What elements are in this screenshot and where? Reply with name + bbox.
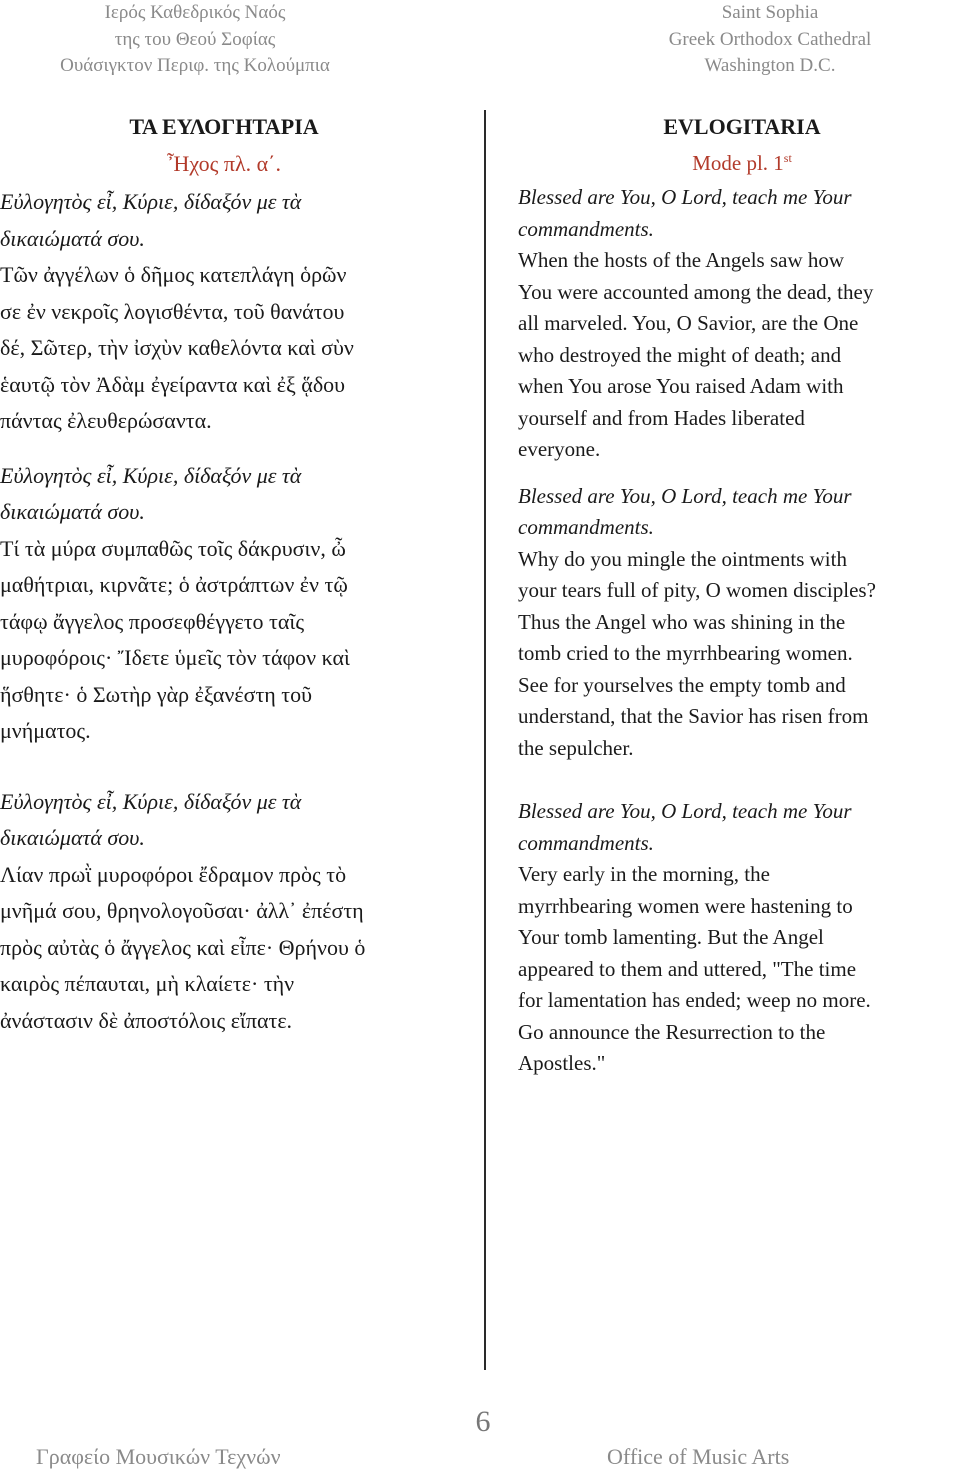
english-mode	[518, 144, 960, 182]
english-text-line: your tears full of pity, O women disciples?	[518, 578, 876, 602]
english-text-line: understand, that the Savior has risen from	[518, 704, 869, 728]
header-right-line-2: Greek Orthodox Cathedral	[668, 28, 872, 50]
header-left-line-1: Ιερός Καθεδρικός Ναός	[104, 2, 286, 23]
greek-refrain-line: Εὐλογητὸς εἶ, Κύριε, δίδαξόν με τὰ	[0, 462, 302, 488]
greek-refrain-line: δικαιώματά σου.	[0, 499, 145, 524]
english-text-line: yourself and from Hades liberated	[518, 405, 805, 430]
greek-refrain-line: Εὐλογητὸς εἶ, Κύριε, δίδαξόν με τὰ	[0, 189, 302, 214]
english-text-line: all marveled. You, O Savior, are the One	[518, 311, 859, 335]
greek-text-line: πρὸς αὐτὰς ὁ ἄγγελος καὶ εἶπε· Θρήνου ὁ	[0, 934, 366, 960]
greek-text-line: καιρὸς πέπαυται, μὴ κλαίετε· τὴν	[0, 971, 295, 996]
greek-text-line: μαθήτριαι, κιρνᾶτε; ὁ ἀστράπτων ἐν τῷ	[0, 572, 348, 597]
english-text-line: when You arose You raised Adam with	[518, 374, 844, 398]
greek-text-line: πάντας ἐλευθερώσαντα.	[0, 408, 212, 433]
greek-stanza-3	[0, 784, 470, 1040]
greek-text-line: ἑαυτῷ τὸν Ἀδὰμ ἐγείραντα καὶ ἐξ ᾅδου	[0, 371, 346, 397]
footer-left: Γραφείο Μουσικών Τεχνών	[36, 1444, 281, 1469]
english-stanza-3	[518, 796, 958, 1080]
greek-text-line: ἥσθητε· ὁ Σωτὴρ γὰρ ἐξανέστη τοῦ	[0, 681, 313, 707]
english-stanza-2	[518, 481, 958, 765]
greek-text-line: Λίαν πρωῒ μυροφόροι ἔδραμον πρὸς τὸ	[0, 861, 347, 887]
greek-text-line: σε ἐν νεκροῖς λογισθέντα, τοῦ θανάτου	[0, 298, 345, 324]
greek-text-line: μνῆμά σου, θρηνολογοῦσαι· ἀλλ᾽ ἐπέστη	[0, 898, 364, 923]
greek-text-line: μνήματος.	[0, 718, 91, 743]
greek-column	[0, 110, 470, 1039]
english-text-line: See for yourselves the empty tomb and	[518, 672, 846, 697]
header-left-line-3: Ουάσιγκτον Περιφ. της Κολούμπια	[60, 55, 330, 76]
english-text-line: Very early in the morning, the	[518, 862, 770, 886]
english-refrain-line: commandments.	[518, 515, 654, 539]
english-text-line: Why do you mingle the ointments with	[518, 546, 847, 571]
english-mode-text: Mode pl. 1	[692, 151, 784, 175]
greek-refrain-line: Εὐλογητὸς εἶ, Κύριε, δίδαξόν με τὰ	[0, 788, 302, 814]
greek-text-line: δέ, Σῶτερ, τὴν ἰσχὺν καθελόντα καὶ σὺν	[0, 335, 354, 360]
column-divider	[484, 110, 486, 1370]
greek-stanza-2	[0, 458, 470, 750]
greek-stanza-1	[0, 184, 470, 440]
header-right-line-3: Washington D.C.	[704, 55, 836, 76]
greek-text-line: ἀνάστασιν δὲ ἀποστόλοις εἴπατε.	[0, 1007, 293, 1033]
english-stanza-1	[518, 182, 958, 466]
header-left	[20, 0, 370, 80]
english-text-line: You were accounted among the dead, they	[518, 279, 874, 304]
english-title: EVLOGITARIA	[663, 114, 821, 139]
english-text-line: everyone.	[518, 437, 601, 461]
english-text-line: Your tomb lamenting. But the Angel	[518, 925, 824, 949]
english-text-line: for lamentation has ended; weep no more.	[518, 988, 871, 1012]
english-text-line: Apostles."	[518, 1051, 606, 1075]
english-refrain-line: commandments.	[518, 830, 654, 855]
greek-text-line: τάφῳ ἄγγελος προσεφθέγγετο ταῖς	[0, 608, 305, 634]
header-right	[590, 0, 950, 80]
header-right-line-1: Saint Sophia	[721, 2, 819, 23]
greek-refrain-line: δικαιώματά σου.	[0, 225, 145, 251]
english-refrain-line: Blessed are You, O Lord, teach me Your	[518, 799, 852, 823]
english-refrain-line: Blessed are You, O Lord, teach me Your	[518, 483, 852, 508]
english-refrain-line: Blessed are You, O Lord, teach me Your	[518, 185, 852, 209]
english-text-line: When the hosts of the Angels saw how	[518, 248, 845, 272]
greek-refrain-line: δικαιώματά σου.	[0, 825, 145, 850]
page-number: 6	[475, 1405, 491, 1438]
english-text-line: myrrhbearing women were hastening to	[518, 893, 853, 918]
english-text-line: Go announce the Resurrection to the	[518, 1019, 826, 1044]
english-text-line: who destroyed the might of death; and	[518, 342, 842, 367]
greek-text-line: Τί τὰ μύρα συμπαθῶς τοῖς δάκρυσιν, ὦ	[0, 535, 346, 561]
greek-text-line: Τῶν ἀγγέλων ὁ δῆμος κατεπλάγη ὁρῶν	[0, 262, 347, 287]
greek-text-line: μυροφόροις· Ἴδετε ὑμεῖς τὸν τάφον καὶ	[0, 645, 350, 670]
english-text-line: appeared to them and uttered, "The time	[518, 956, 857, 981]
english-refrain-line: commandments.	[518, 216, 654, 241]
english-text-line: the sepulcher.	[518, 735, 634, 760]
greek-mode: Ἦχος πλ. α΄.	[167, 151, 281, 176]
footer-right: Office of Music Arts	[607, 1444, 790, 1469]
english-mode-sup: st	[783, 151, 792, 165]
english-text-line: Thus the Angel who was shining in the	[518, 609, 846, 634]
english-column	[518, 110, 958, 1080]
header-left-line-2: της του Θεού Σοφίας	[114, 28, 276, 50]
greek-title: ΤΑ ΕΥΛΟΓΗΤΑΡΙΑ	[129, 114, 319, 139]
english-text-line: tomb cried to the myrrhbearing women.	[518, 641, 853, 665]
